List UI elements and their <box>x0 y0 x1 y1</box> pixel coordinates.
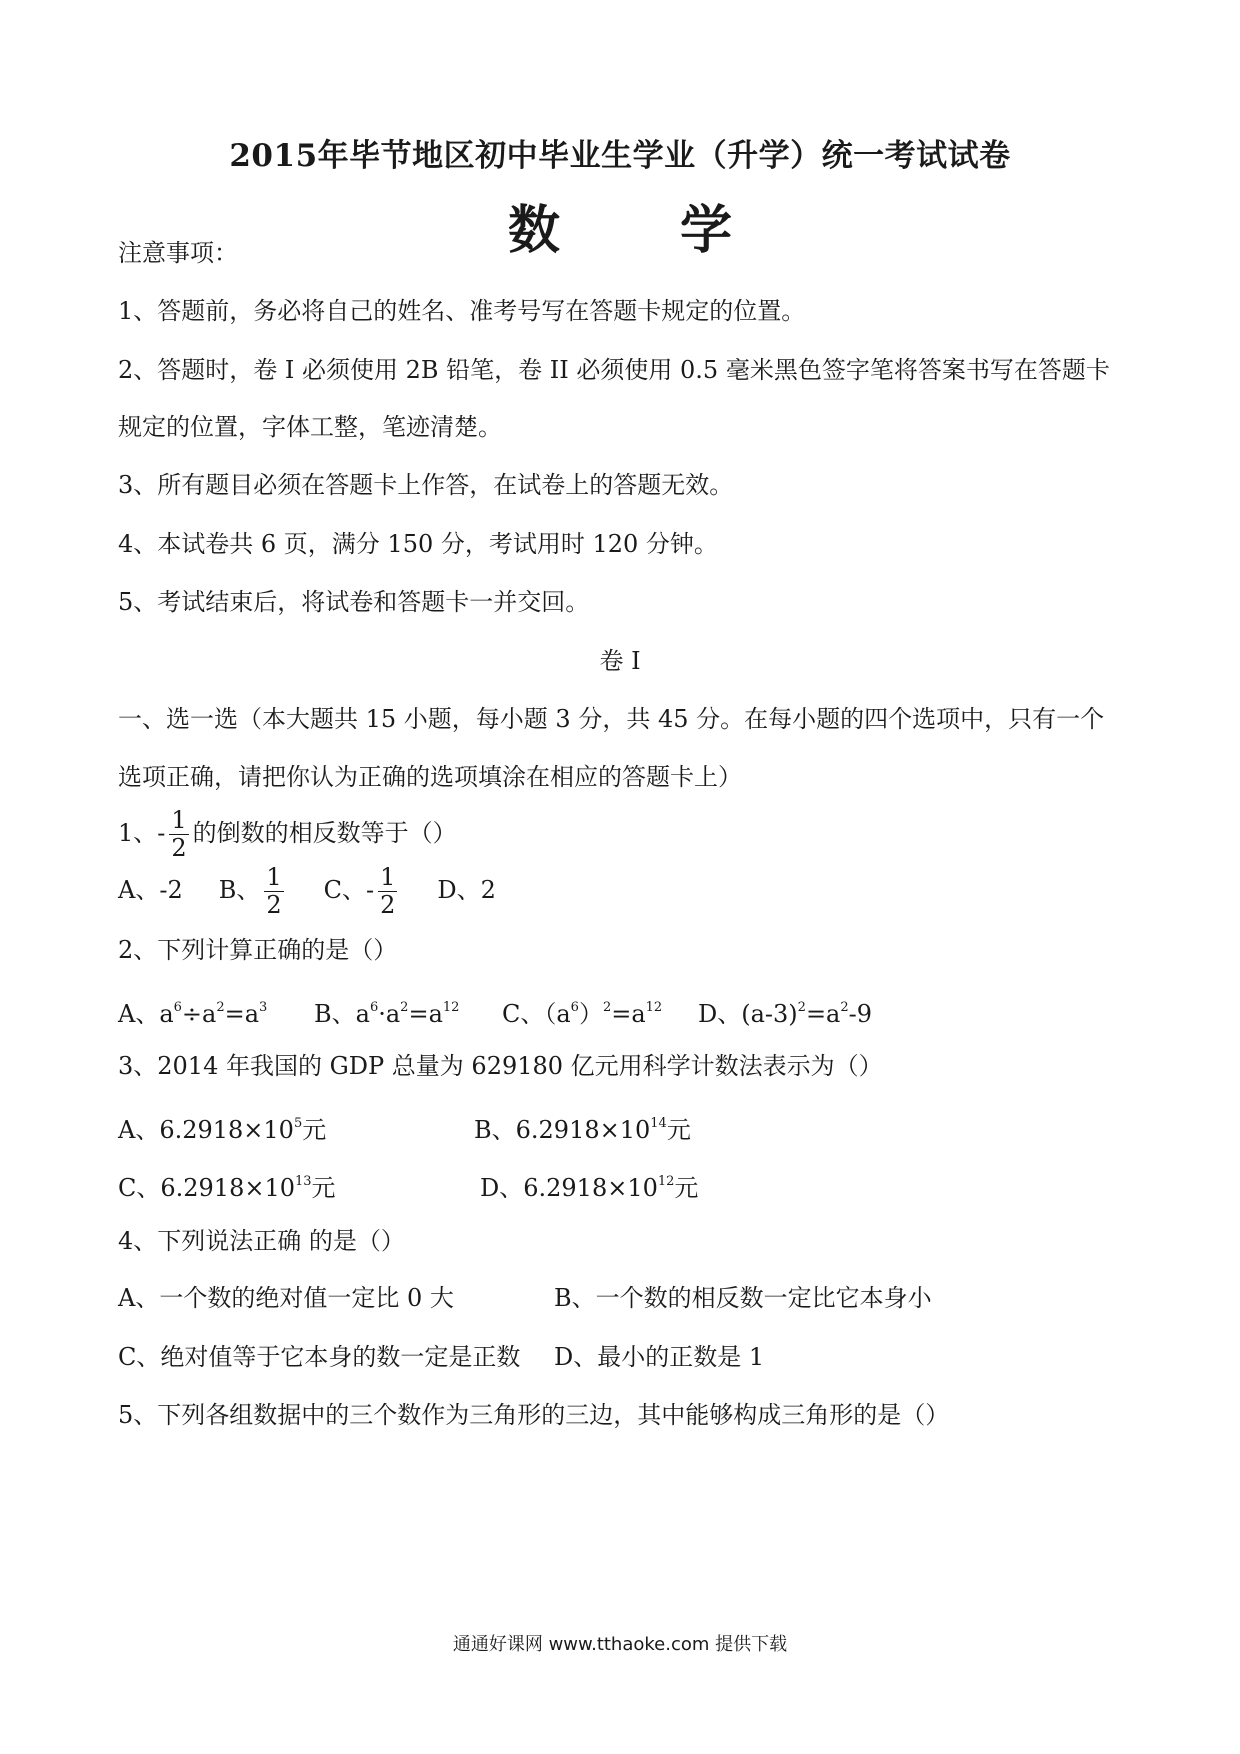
subject-char-right: 学 <box>680 200 733 261</box>
question-4-stem: 4、下列说法正确 的是（） <box>118 1227 405 1255</box>
option-c: C、- $\frac{1}{2}$ <box>323 863 396 919</box>
note-item-3: 3、所有题目必须在答题卡上作答，在试卷上的答题无效。 <box>118 471 734 499</box>
question-1-stem: 1、- $\frac{1}{2}$ 的倒数的相反数等于（） <box>118 806 457 862</box>
question-3-stem: 3、2014 年我国的 GDP 总量为 629180 亿元用科学计数法表示为（） <box>118 1052 883 1080</box>
option-a: A、一个数的绝对值一定比 0 大 <box>118 1284 454 1312</box>
note-item-1: 1、答题前，务必将自己的姓名、准考号写在答题卡规定的位置。 <box>118 297 806 325</box>
exam-title: 2015年毕节地区初中毕业生学业（升学）统一考试试卷 <box>229 138 1011 174</box>
question-1-options <box>118 862 1128 919</box>
note-item-2-line-1: 2、答题时，卷 I 必须使用 2B 铅笔，卷 II 必须使用 0.5 毫米黑色签字笔将答案书写在答题卡 <box>118 356 1110 384</box>
option-b: B、$6.2918\times 10^{14}$元 <box>474 1116 691 1144</box>
option-c: C、$(a^6)^2=a^{12}$ <box>502 1000 663 1028</box>
fraction: $\frac{1}{2}$ <box>171 806 187 862</box>
question-5-stem: 5、下列各组数据中的三个数作为三角形的三边，其中能够构成三角形的是（） <box>118 1401 950 1429</box>
option-d: D、2 <box>437 876 496 904</box>
option-c: C、绝对值等于它本身的数一定是正数 <box>118 1343 521 1371</box>
subject-char-left: 数 <box>507 200 560 261</box>
option-b: B、一个数的相反数一定比它本身小 <box>554 1284 932 1312</box>
footer-credit: 通通好课网 www.tthaoke.com 提供下载 <box>452 1634 788 1655</box>
option-a: A、$a^6\div a^2=a^3$ <box>118 1000 268 1028</box>
note-item-2-line-2: 规定的位置，字体工整，笔迹清楚。 <box>118 413 502 441</box>
option-d: D、$(a-3)^2=a^2-9$ <box>698 1000 873 1028</box>
note-item-5: 5、考试结束后，将试卷和答题卡一并交回。 <box>118 588 590 616</box>
option-c: C、$6.2918\times 10^{13}$元 <box>118 1174 336 1202</box>
option-a: A、-2 <box>118 876 183 904</box>
section-instructions-line-1: 一、选一选（本大题共 15 小题，每小题 3 分，共 45 分。在每小题的四个选项中，只有一个 <box>118 705 1105 733</box>
section-instructions-line-2: 选项正确，请把你认为正确的选项填涂在相应的答题卡上） <box>118 763 742 791</box>
option-d: D、最小的正数是 1 <box>554 1343 765 1371</box>
option-b: B、$a^6\cdot a^2=a^{12}$ <box>314 1000 460 1028</box>
note-item-4: 4、本试卷共 6 页，满分 150 分，考试用时 120 分钟。 <box>118 530 718 558</box>
question-2-stem: 2、下列计算正确的是（） <box>118 936 398 964</box>
option-d: D、$6.2918\times 10^{12}$元 <box>480 1174 699 1202</box>
section-label: 卷 I <box>599 647 641 675</box>
option-b: B、 $\frac{1}{2}$ <box>218 863 282 919</box>
notes-heading: 注意事项： <box>118 239 238 267</box>
option-a: A、$6.2918\times 10^5$元 <box>118 1116 327 1144</box>
